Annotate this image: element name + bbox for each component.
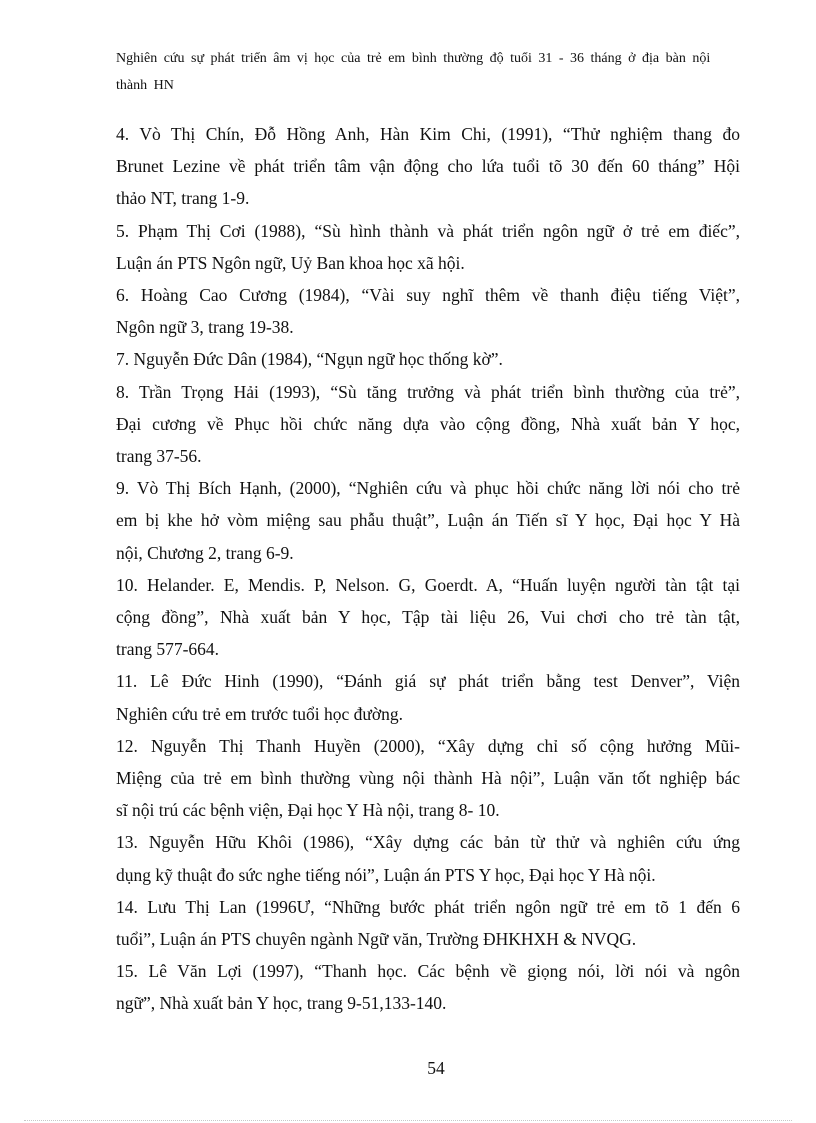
reference-line: 12. Nguyễn Thị Thanh Huyền (2000), “Xây dựng chỉ số cộng hưởng Mũi-	[116, 735, 740, 756]
reference-line: Nghiên cứu trẻ em trước tuổi học đường.	[116, 703, 404, 724]
reference-item	[116, 118, 740, 215]
reference-line: 13. Nguyễn Hữu Khôi (1986), “Xây dựng các bản từ thử và nghiên cứu ứng	[116, 832, 740, 853]
reference-line: sĩ nội trú các bệnh viện, Đại học Y Hà nội, trang 8- 10.	[116, 800, 500, 821]
reference-line: ngữ”, Nhà xuất bản Y học, trang 9-51,133-140.	[116, 993, 447, 1014]
reference-line: 8. Trần Trọng Hải (1993), “Sù tăng trưởng và phát triển bình thường của trẻ”,	[116, 381, 740, 402]
reference-line: Ngôn ngữ 3, trang 19-38.	[116, 317, 294, 338]
reference-line: Miệng của trẻ em bình thường vùng nội thành Hà nội”, Luận văn tốt nghiệp bác	[116, 768, 740, 789]
reference-item	[116, 215, 740, 279]
reference-item	[116, 472, 740, 569]
reference-line: 14. Lưu Thị Lan (1996Ư, “Những bước phát triển ngôn ngữ trẻ em tõ 1 đến 6	[116, 896, 740, 917]
reference-item	[116, 730, 740, 827]
reference-line: 4. Vò Thị Chín, Đỗ Hồng Anh, Hàn Kim Chi, (1991), “Thử nghiệm thang đo	[116, 124, 740, 144]
reference-line: Luận án PTS Ngôn ngữ, Uỷ Ban khoa học xã hội.	[116, 252, 465, 273]
reference-item	[116, 826, 740, 890]
header-line-1: Nghiên cứu sự phát triển âm vị học của trẻ em bình thường độ tuổi 31 - 36 tháng ở địa bàn nội	[116, 51, 711, 66]
reference-line: 7. Nguyễn Đức Dân (1984), “Ngụn ngữ học thống kờ”.	[116, 349, 503, 370]
reference-line: 15. Lê Văn Lợi (1997), “Thanh học. Các bệnh về giọng nói, lời nói và ngôn	[116, 961, 740, 982]
reference-item	[116, 955, 740, 1019]
reference-item	[116, 343, 740, 375]
reference-line: Đại cương về Phục hồi chức năng dựa vào cộng đồng, Nhà xuất bản Y học,	[116, 413, 740, 434]
reference-list	[116, 118, 740, 1020]
reference-line: trang 577-664.	[116, 639, 220, 660]
reference-line: trang 37-56.	[116, 446, 202, 467]
page-bottom-divider	[24, 1120, 792, 1121]
header-line-2: thành HN	[116, 78, 174, 93]
reference-line: nội, Chương 2, trang 6-9.	[116, 542, 294, 563]
reference-line: em bị khe hở vòm miệng sau phẫu thuật”, Luận án Tiến sĩ Y học, Đại học Y Hà	[116, 510, 740, 531]
reference-item	[116, 665, 740, 729]
reference-line: cộng đồng”, Nhà xuất bản Y học, Tập tài liệu 26, Vui chơi cho trẻ tàn tật,	[116, 607, 740, 628]
reference-line: tuổi”, Luận án PTS chuyên ngành Ngữ văn, Trường ĐHKHXH & NVQG.	[116, 929, 637, 950]
reference-line: dụng kỹ thuật đo sức nghe tiếng nói”, Luận án PTS Y học, Đại học Y Hà nội.	[116, 864, 656, 885]
reference-item	[116, 376, 740, 473]
reference-line: thảo NT, trang 1-9.	[116, 188, 250, 209]
reference-line: 6. Hoàng Cao Cương (1984), “Vài suy nghĩ thêm về thanh điệu tiếng Việt”,	[116, 285, 740, 306]
reference-line: 11. Lê Đức Hinh (1990), “Đánh giá sự phát triển bằng test Denver”, Viện	[116, 671, 740, 692]
reference-line: 5. Phạm Thị Cơi (1988), “Sù hình thành và phát triển ngôn ngữ ở trẻ em điếc”,	[116, 220, 740, 241]
reference-item	[116, 569, 740, 666]
reference-line: 10. Helander. E, Mendis. P, Nelson. G, Goerdt. A, “Huấn luyện người tàn tật tại	[116, 574, 740, 595]
reference-item	[116, 891, 740, 955]
page-number: 54	[427, 1058, 445, 1078]
reference-line: 9. Vò Thị Bích Hạnh, (2000), “Nghiên cứu và phục hồi chức năng lời nói cho trẻ	[116, 478, 740, 499]
reference-item	[116, 279, 740, 343]
running-header	[116, 45, 746, 99]
reference-line: Brunet Lezine về phát triển tâm vận động cho lứa tuổi tõ 30 đến 60 tháng” Hội	[116, 156, 740, 177]
